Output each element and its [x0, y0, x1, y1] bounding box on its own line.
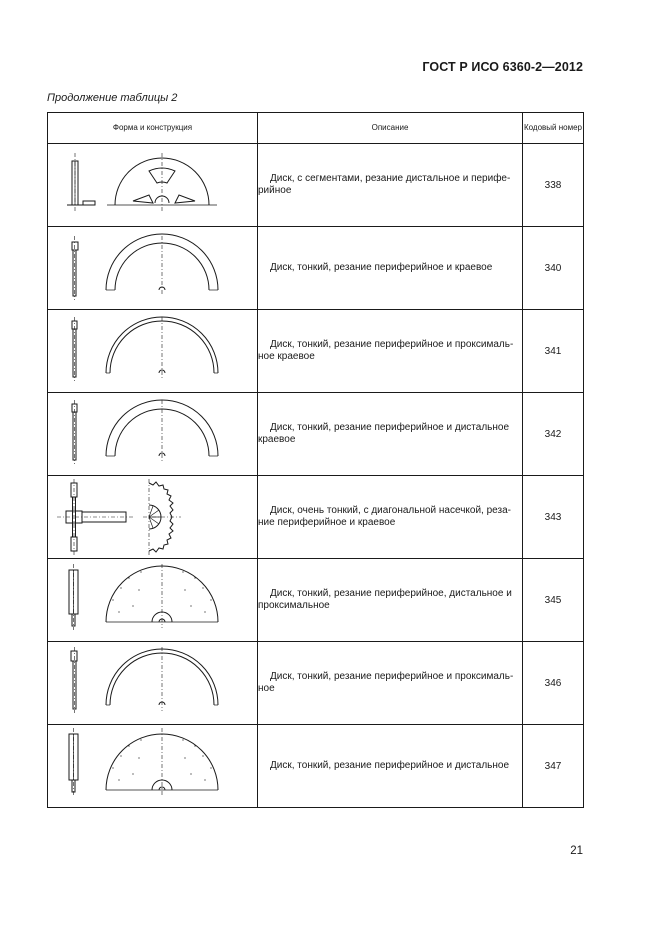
header-code: Кодовый номер	[523, 113, 584, 144]
table-row	[48, 559, 584, 642]
description-cell: Диск, очень тонкий, с диагональной насечкой, реза-ние периферийное и краевое	[258, 476, 523, 559]
figure-cell	[48, 310, 258, 393]
table-row	[48, 393, 584, 476]
code-cell: 347	[523, 725, 584, 808]
figure-cell	[48, 559, 258, 642]
description-cell: Диск, тонкий, резание периферийное и проксималь-ное краевое	[258, 310, 523, 393]
segmented-disc-icon	[49, 145, 257, 225]
coated-disc-icon	[49, 560, 257, 640]
thin-disc-distal-icon	[49, 394, 257, 474]
document-standard-header: ГОСТ Р ИСО 6360-2—2012	[422, 60, 583, 74]
description-cell: Диск, тонкий, резание периферийное и проксималь-ное	[258, 642, 523, 725]
table-header-row	[48, 113, 584, 144]
description-cell: Диск, тонкий, резание периферийное и краевое	[258, 227, 523, 310]
thin-disc-proximal-icon	[49, 311, 257, 391]
header-description: Описание	[258, 113, 523, 144]
description-cell: Диск, тонкий, резание периферийное и дистальное	[258, 725, 523, 808]
coated-disc-distal-icon	[49, 726, 257, 806]
code-cell: 340	[523, 227, 584, 310]
table-row	[48, 227, 584, 310]
page-number: 21	[570, 845, 583, 857]
figure-cell	[48, 227, 258, 310]
table-row	[48, 144, 584, 227]
description-cell: Диск, тонкий, резание периферийное и дистальное краевое	[258, 393, 523, 476]
description-cell: Диск, с сегментами, резание дистальное и перифе-рийное	[258, 144, 523, 227]
figure-cell	[48, 476, 258, 559]
description-cell: Диск, тонкий, резание периферийное, дистальное и проксимальное	[258, 559, 523, 642]
table-row	[48, 642, 584, 725]
table-caption: Продолжение таблицы 2	[47, 92, 178, 104]
figure-cell	[48, 144, 258, 227]
instrument-table	[47, 112, 584, 808]
table-row	[48, 476, 584, 559]
code-cell: 345	[523, 559, 584, 642]
code-cell: 346	[523, 642, 584, 725]
code-cell: 341	[523, 310, 584, 393]
thin-disc-icon	[49, 228, 257, 308]
table-row	[48, 310, 584, 393]
table-row	[48, 725, 584, 808]
header-figure: Форма и конструкция	[48, 113, 258, 144]
figure-cell	[48, 393, 258, 476]
thin-disc-proximal-cut-icon	[49, 643, 257, 723]
code-cell: 342	[523, 393, 584, 476]
code-cell: 343	[523, 476, 584, 559]
serrated-disc-icon	[49, 477, 257, 557]
code-cell: 338	[523, 144, 584, 227]
figure-cell	[48, 725, 258, 808]
figure-cell	[48, 642, 258, 725]
